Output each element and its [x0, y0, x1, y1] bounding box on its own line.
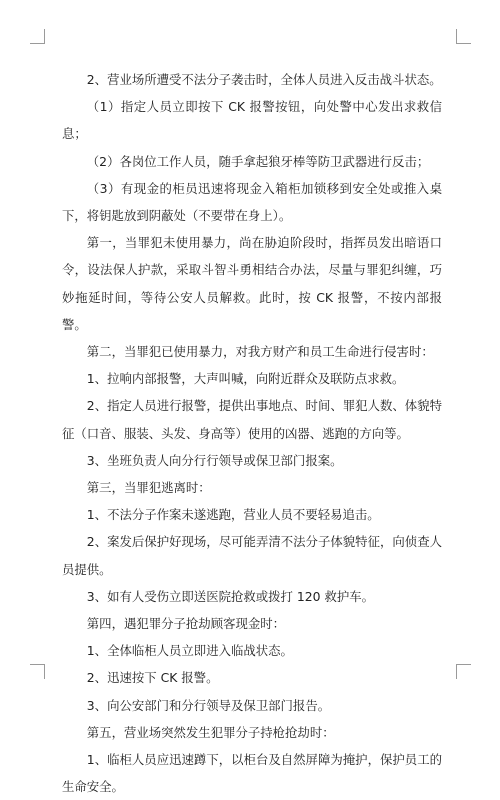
- crop-mark-top-left: [30, 29, 45, 44]
- paragraph: 第四，遇犯罪分子抢劫顾客现金时：: [86, 616, 286, 632]
- paragraph: 第五，营业场突然发生犯罪分子持枪抢劫时：: [86, 724, 335, 740]
- paragraph: 第一，当罪犯未使用暴力，尚在胁迫阶段时，指挥员发出暗语口令，设法保人护款，采取斗智斗勇相结合办法，尽量与罪犯纠缠，巧妙拖延时间，等待公安人员解救。此时，按 CK 报警，不按内部报警。: [62, 235, 442, 332]
- paragraph: 3、向公安部门和分行领导及保卫部门报告。: [86, 697, 331, 713]
- paragraph: 1、全体临柜人员立即进入临战状态。: [86, 643, 293, 659]
- crop-mark-top-right: [456, 29, 471, 44]
- paragraph: 1、不法分子作案未遂逃跑，营业人员不要轻易追击。: [86, 507, 380, 523]
- paragraph: （3）有现金的柜员迅速将现金入箱柜加锁移到安全处或推入桌下，将钥匙放到阴蔽处（不要带在身上）。: [62, 180, 442, 224]
- paragraph: 2、案发后保护好现场，尽可能弄清不法分子体貌特征，向侦查人员提供。: [62, 534, 442, 577]
- paragraph: 2、迅速按下 CK 报警。: [86, 670, 219, 686]
- paragraph: 1、临柜人员应迅速蹲下，以柜台及自然屏障为掩护，保护员工的生命安全。: [62, 752, 442, 795]
- paragraph: 1、拉响内部报警，大声叫喊，向附近群众及联防点求救。: [86, 371, 405, 387]
- paragraph: （1）指定人员立即按下 CK 报警按钮，向处警中心发出求救信息；: [62, 99, 442, 142]
- document-body: [62, 66, 442, 800]
- paragraph: 2、营业场所遭受不法分子袭击时，全体人员进入反击战斗状态。: [86, 72, 442, 87]
- paragraph: 3、如有人受伤立即送医院抢救或拨打 120 救护车。: [86, 588, 375, 604]
- crop-mark-bottom-left: [30, 664, 45, 679]
- crop-mark-bottom-right: [456, 664, 471, 679]
- paragraph: 2、指定人员进行报警，提供出事地点、时间、罪犯人数、体貌特征（口音、服装、头发、身高等）使用的凶器、逃跑的方向等。: [62, 398, 442, 441]
- paragraph: 第二，当罪犯已使用暴力，对我方财产和员工生命进行侵害时：: [86, 344, 434, 360]
- paragraph: 第三，当罪犯逃离时：: [86, 480, 211, 496]
- paragraph: 3、坐班负责人向分行行领导或保卫部门报案。: [86, 452, 343, 468]
- paragraph: （2）各岗位工作人员，随手拿起狼牙棒等防卫武器进行反击；: [86, 153, 430, 169]
